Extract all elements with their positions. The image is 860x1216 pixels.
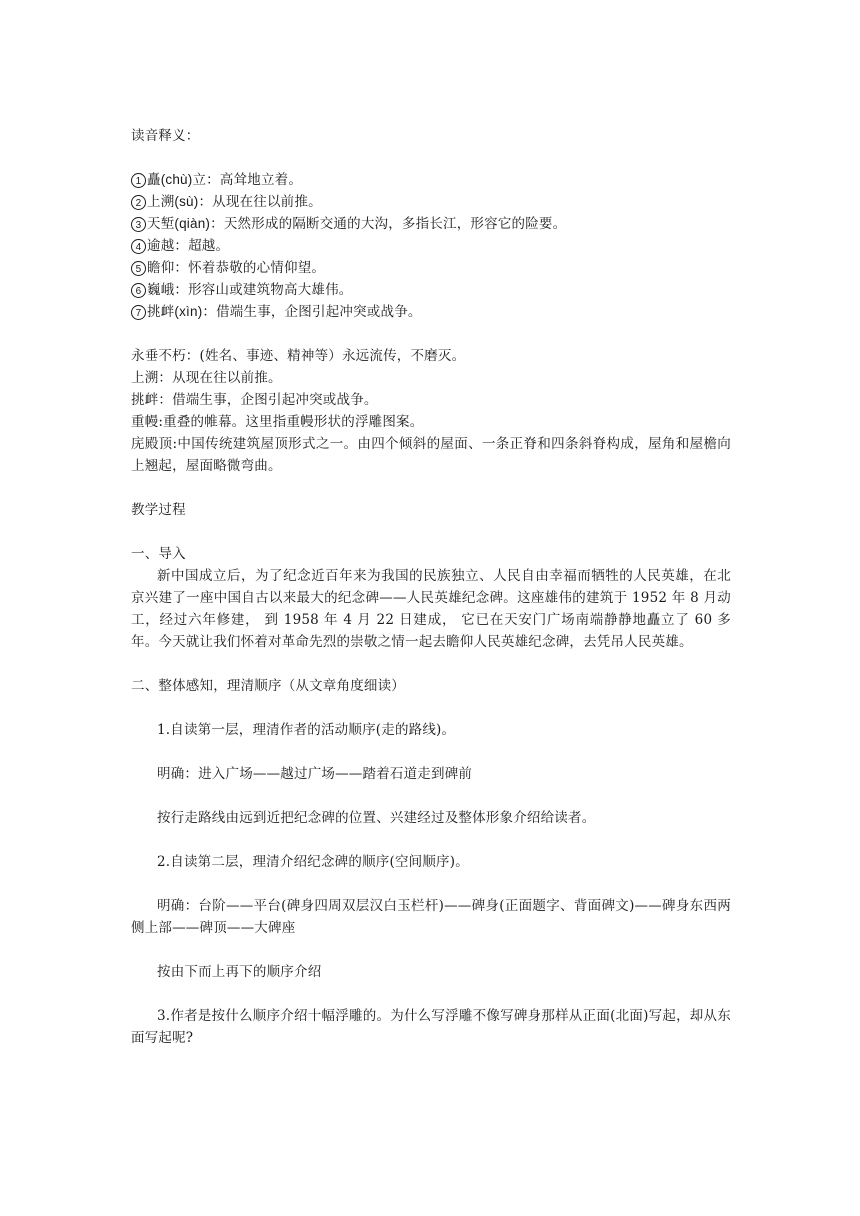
glossary-item: 上溯：从现在往以前推。 [131, 370, 282, 386]
circled-number: 5 [131, 261, 146, 276]
definition: ：形容山或建筑物高大雄伟。 [174, 282, 353, 298]
term: 逾越 [147, 238, 175, 254]
circled-number: 4 [131, 239, 146, 254]
circled-number: 6 [131, 283, 146, 298]
paragraph: 明确：台阶——平台(碑身四周双层汉白玉栏杆)——碑身(正面题字、背面碑文)——碑身东西两侧上部——碑顶——大碑座 [131, 898, 731, 936]
paragraph: 按由下而上再下的顺序介绍 [157, 964, 322, 980]
definition: ：超越。 [174, 238, 230, 254]
pronunciation-heading: 读音释义： [131, 128, 200, 144]
paragraph: 3.作者是按什么顺序介绍十幅浮雕的。为什么写浮雕不像写碑身那样从正面(北面)写起，却从东面写起呢? [131, 1008, 731, 1046]
term: 瞻仰 [147, 260, 175, 276]
term: 矗 [147, 172, 161, 188]
process-title: 教学过程 [131, 502, 186, 518]
glossary-item: 挑衅：借端生事，企图引起冲突或战争。 [131, 392, 378, 408]
circled-number: 1 [131, 173, 146, 188]
pinyin: (chù) [160, 172, 193, 187]
list-item [131, 235, 731, 257]
term: 上溯 [147, 194, 175, 210]
term: 天堑 [147, 216, 175, 232]
list-item [131, 169, 731, 191]
definition: ：借端生事，企图引起冲突或战争。 [202, 304, 422, 320]
list-item [131, 213, 731, 235]
definition: 立：高耸地立着。 [192, 172, 303, 188]
definition: ：天然形成的隔断交通的大沟，多指长江，形容它的险要。 [210, 216, 567, 232]
pinyin: (sù) [174, 194, 199, 209]
term: 挑衅 [147, 304, 175, 320]
glossary-item: 重幔:重叠的帷幕。这里指重幔形状的浮雕图案。 [131, 414, 424, 430]
glossary-item: 庑殿顶:中国传统建筑屋顶形式之一。由四个倾斜的屋面、一条正脊和四条斜脊构成，屋角和屋檐向上翘起，屋面略微弯曲。 [131, 436, 731, 474]
list-item [131, 301, 731, 323]
paragraph: 2.自读第二层，理清介绍纪念碑的顺序(空间顺序)。 [157, 854, 469, 870]
paragraph: 1.自读第一层，理清作者的活动顺序(走的路线)。 [157, 722, 456, 738]
circled-number: 7 [131, 305, 146, 320]
glossary-item: 永垂不朽：(姓名、事迹、精神等）永远流传，不磨灭。 [131, 348, 466, 364]
section-1-title: 一、导入 [131, 546, 186, 562]
section-1-body: 新中国成立后，为了纪念近百年来为我国的民族独立、人民自由幸福而牺牲的人民英雄，在北京兴建了一座中国自古以来最大的纪念碑——人民英雄纪念碑。这座雄伟的建筑于 1952 年 8 月动工，经过六年修建， 到 1958 年 4 月 22 日建成， 它已在天安门广场南端静静地矗立了 60 多年。今天就让我们怀着对革命先烈的崇敬之情一起去瞻仰人民英雄纪念碑，去凭吊人民英雄。 [131, 568, 731, 650]
definition: ：怀着恭敬的心情仰望。 [174, 260, 326, 276]
term: 巍峨 [147, 282, 175, 298]
definition: ：从现在往以前推。 [198, 194, 322, 210]
glossary-list [131, 345, 731, 477]
document-page [131, 125, 731, 1049]
circled-number: 3 [131, 217, 146, 232]
section-2-title: 二、整体感知，理清顺序（从文章角度细读） [131, 678, 405, 694]
pinyin: (xìn) [174, 304, 203, 319]
list-item [131, 191, 731, 213]
pinyin: (qiàn) [174, 216, 211, 231]
list-item [131, 257, 731, 279]
pronunciation-list [131, 169, 731, 323]
list-item [131, 279, 731, 301]
paragraph: 按行走路线由远到近把纪念碑的位置、兴建经过及整体形象介绍给读者。 [157, 810, 596, 826]
circled-number: 2 [131, 195, 146, 210]
paragraph: 明确：进入广场——越过广场——踏着石道走到碑前 [157, 766, 473, 782]
